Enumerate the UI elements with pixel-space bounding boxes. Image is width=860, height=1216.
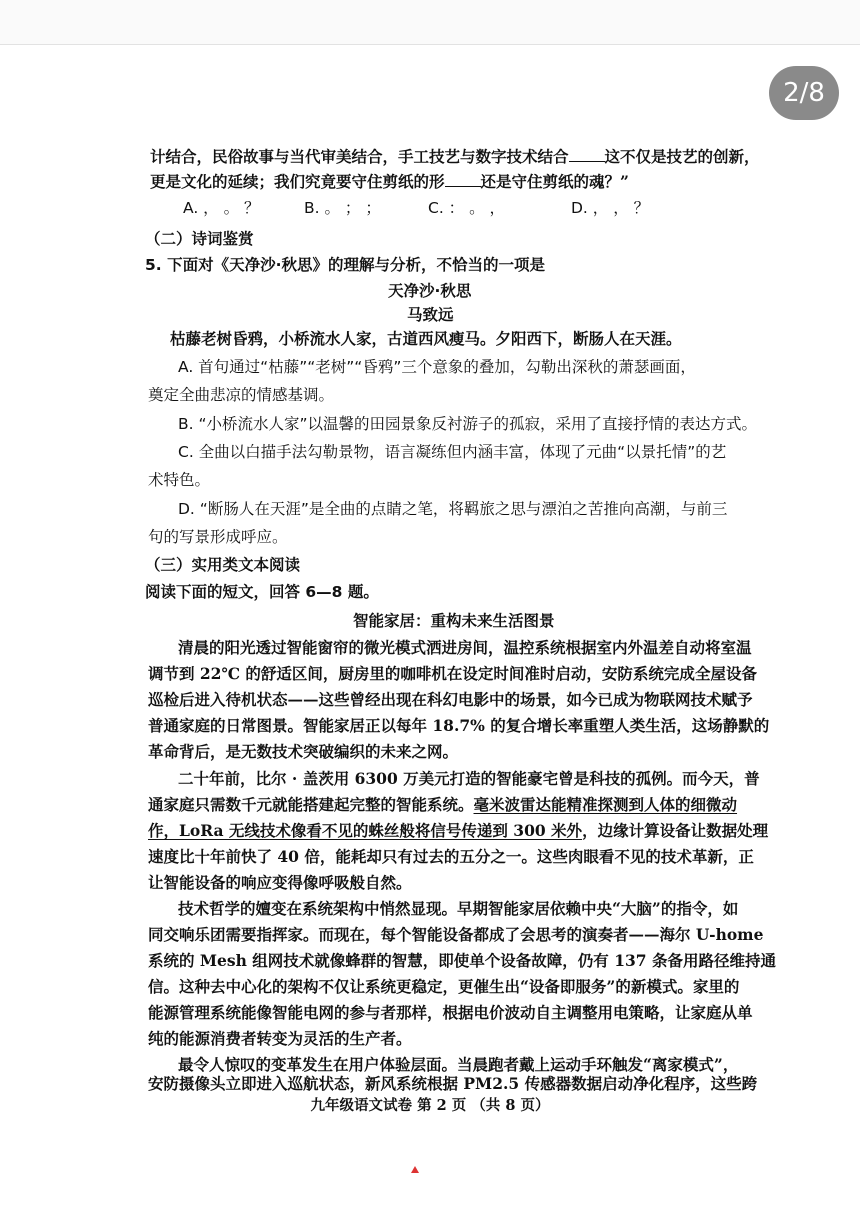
q4-option-d: D. ， ， ？ [571,199,650,217]
article-p1-line: 调节到 22℃ 的舒适区间，厨房里的咖啡机在设定时间准时启动，安防系统完成全屋设备 [148,664,757,683]
page-indicator[interactable]: 2/8 [769,66,839,120]
q5-option-c-line-2: 术特色。 [148,471,211,489]
q4-text-line-1: 计结合，民俗故事与当代审美结合，手工技艺与数字技术结合 这不仅是技艺的创新， [150,147,760,166]
article-p3-line: 信。这种去中心化的架构不仅让系统更稳定，更催生出“设备即服务”的新模式。家里的 [148,977,740,996]
underlined-text: 作，LoRa 无线技术像看不见的蛛丝般将信号传递到 300 米外 [148,821,583,840]
section-heading-practical: （三）实用类文本阅读 [145,556,301,574]
article-p3-line: 技术哲学的嬗变在系统架构中悄然显现。早期智能家居依赖中央“大脑”的指令，如 [178,899,739,918]
article-p3-line: 纯的能源消费者转变为灵活的生产者。 [148,1029,412,1048]
article-p1-line: 普通家庭的日常图景。智能家居正以每年 18.7% 的复合增长率重塑人类生活，这场静默的 [148,716,770,735]
article-p2-line: 二十年前，比尔 · 盖茨用 6300 万美元打造的智能豪宅曾是科技的孤例。而今天，普 [178,769,760,788]
article-p1-line: 巡检后进入待机状态——这些曾经出现在科幻电影中的场景，如今已成为物联网技术赋予 [148,690,753,709]
q5-stem: 5. 下面对《天净沙·秋思》的理解与分析，不恰当的一项是 [145,256,545,274]
q5-option-d-line-2: 句的写景形成呼应。 [148,528,288,546]
q4-text-line-2: 更是文化的延续；我们究竟要守住剪纸的形 还是守住剪纸的魂？” [150,172,629,191]
article-p3-line: 同交响乐团需要指挥家。而现在，每个智能设备都成了会思考的演奏者——海尔 U-home [148,925,764,944]
article-p2-line: 作，LoRa 无线技术像看不见的蛛丝般将信号传递到 300 米外，边缘计算设备让数据处理 [148,821,769,840]
poem-title: 天净沙·秋思 [388,282,472,300]
q4-option-c: C. ： 。 ， [428,199,506,217]
article-p4-line: 最令人惊叹的变革发生在用户体验层面。当晨跑者戴上运动手环触发“离家模式”， [178,1055,739,1074]
reading-instruction: 阅读下面的短文，回答 6—8 题。 [145,583,379,601]
q5-option-b: B. “小桥流水人家”以温馨的田园景象反衬游子的孤寂，采用了直接抒情的表达方式。 [178,415,758,433]
red-mark-icon [411,1166,419,1173]
poem-text: 枯藤老树昏鸦，小桥流水人家，古道西风瘦马。夕阳西下，断肠人在天涯。 [170,329,682,348]
q5-option-c-line-1: C. 全曲以白描手法勾勒景物，语言凝练但内涵丰富，体现了元曲“以景托情”的艺 [178,443,727,461]
article-p1-line: 清晨的阳光透过智能窗帘的微光模式洒进房间，温控系统根据室内外温差自动将室温 [178,638,752,657]
article-p2-line: 通家庭只需数千元就能搭建起完整的智能系统。毫米波雷达能精准探测到人体的细微动 [148,795,738,814]
underlined-text: 毫米波雷达能精准探测到人体的细微动 [473,795,738,814]
section-heading-poetry: （二）诗词鉴赏 [145,230,254,248]
article-p2-line: 让智能设备的响应变得像呼吸般自然。 [148,873,412,892]
answer-blank [569,147,605,162]
q4-option-b: B. 。 ； ； [304,199,381,217]
article-p3-line: 能源管理系统能像智能电网的参与者那样，根据电价波动自主调整用电策略，让家庭从单 [148,1003,753,1022]
q4-option-a: A. ， 。 ？ [183,199,260,217]
article-p4-line: 安防摄像头立即进入巡航状态，新风系统根据 PM2.5 传感器数据启动净化程序，这些跨 [148,1074,758,1093]
poem-author: 马致远 [407,306,454,324]
q5-option-a-line-2: 奠定全曲悲凉的情感基调。 [148,386,335,404]
page-footer: 九年级语文试卷 第 2 页 （共 8 页） [310,1097,550,1114]
q5-option-d-line-1: D. “断肠人在天涯”是全曲的点睛之笔，将羁旅之思与漂泊之苦推向高潮，与前三 [178,500,728,518]
article-title: 智能家居：重构未来生活图景 [353,612,555,630]
article-p2-line: 速度比十年前快了 40 倍，能耗却只有过去的五分之一。这些肉眼看不见的技术革新，正 [148,847,754,866]
answer-blank [445,172,481,187]
article-p3-line: 系统的 Mesh 组网技术就像蜂群的智慧，即使单个设备故障，仍有 137 条备用路径维持通 [148,951,776,970]
article-p1-line: 革命背后，是无数技术突破编织的未来之网。 [148,742,459,761]
q5-option-a-line-1: A. 首句通过“枯藤”“老树”“昏鸦”三个意象的叠加，勾勒出深秋的萧瑟画面， [178,358,696,376]
